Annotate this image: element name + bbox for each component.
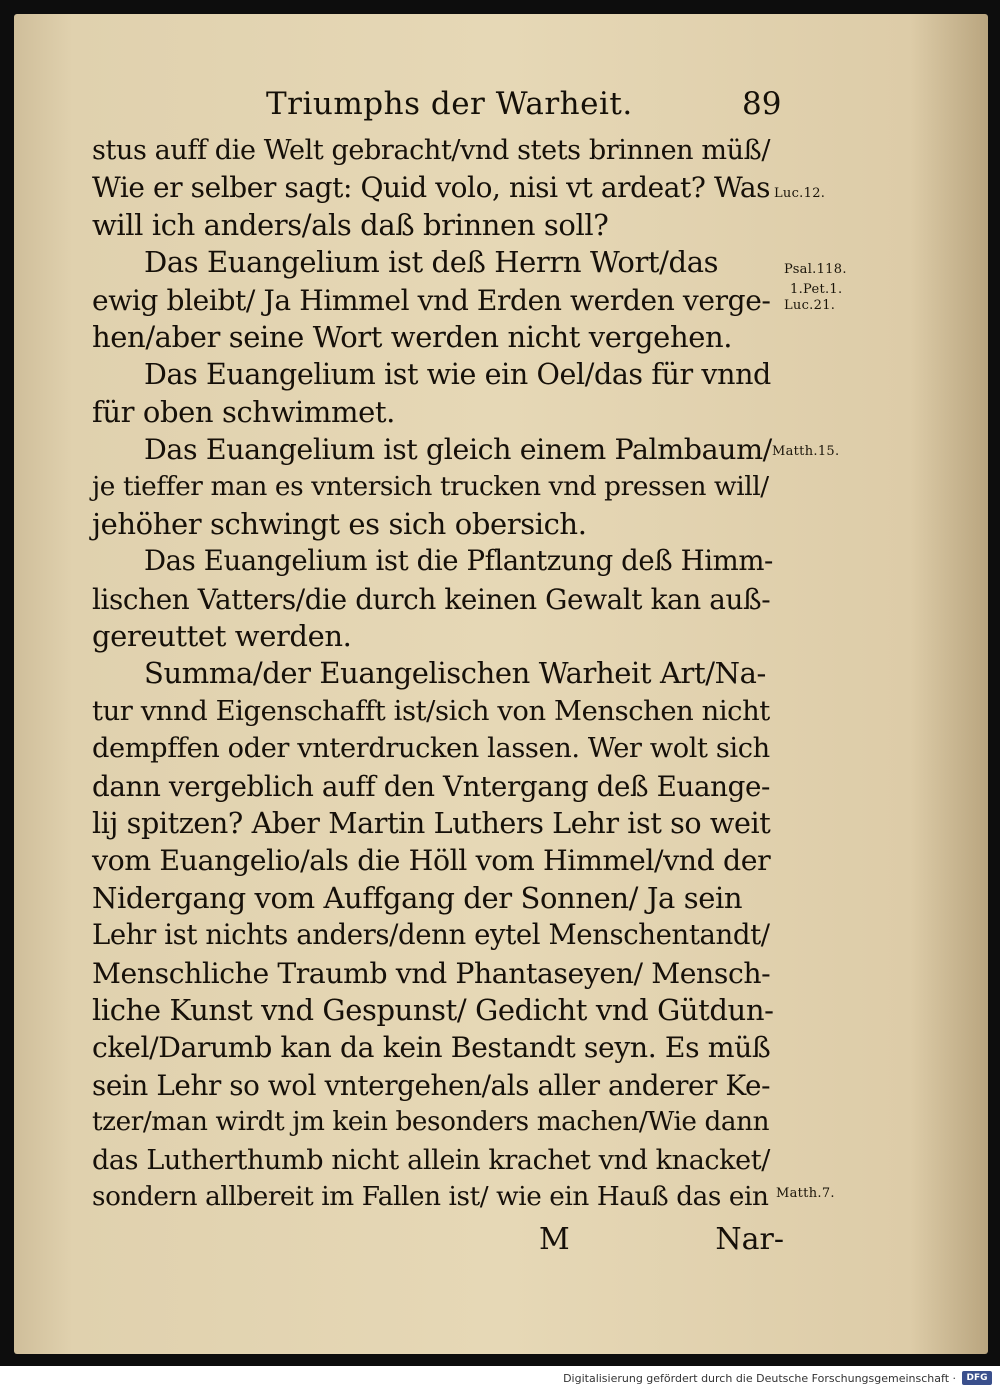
text-line: Lehr ist nichts anders/denn eytel Menschentandt/ — [92, 919, 770, 952]
banner-text: Digitalisierung gefördert durch die Deutsche Forschungsgemeinschaft · — [563, 1372, 956, 1385]
page-number: 89 — [742, 86, 782, 122]
text-line: Menschliche Traumb vnd Phantaseyen/ Mensch- — [92, 956, 771, 990]
text-line: Nidergang vom Auffgang der Sonnen/ Ja sein — [92, 880, 743, 915]
running-title: Triumphs der Warheit. — [266, 86, 633, 122]
text-line: Wie er selber sagt: Quid volo, nisi vt ardeat? Was — [92, 171, 771, 205]
marginal-note: 1.Pet.1. — [790, 282, 843, 297]
text-line: tur vnnd Eigenschafft ist/sich von Menschen nicht — [92, 695, 770, 727]
text-line: für oben schwimmet. — [92, 394, 395, 429]
text-line: hen/aber seine Wort werden nicht vergehen. — [92, 319, 733, 354]
text-line: will ich anders/als daß brinnen soll? — [92, 207, 609, 242]
text-line: je tieffer man es vntersich trucken vnd pressen will/ — [92, 471, 769, 502]
catchword: Nar- — [715, 1222, 784, 1257]
text-line: jehöher schwingt es sich obersich. — [92, 506, 587, 541]
text-line: das Lutherthumb nicht allein krachet vnd knacket/ — [92, 1144, 770, 1176]
text-line: lischen Vatters/die durch keinen Gewalt kan auß- — [92, 582, 771, 616]
text-line: dann vergeblich auff den Vntergang deß Euange- — [92, 769, 770, 803]
signature-mark: M — [539, 1222, 570, 1257]
marginal-note: Luc.21. — [784, 298, 836, 313]
text-line: Das Euangelium ist deß Herrn Wort/das — [144, 245, 719, 280]
text-line: sondern allbereit im Fallen ist/ wie ein Hauß das ein — [92, 1181, 769, 1212]
text-block — [92, 132, 778, 1216]
dfg-logo-icon: DFG — [962, 1371, 992, 1385]
text-line: stus auff die Welt gebracht/vnd stets brinnen müß/ — [92, 135, 771, 166]
text-line: tzer/man wirdt jm kein besonders machen/Wie dann — [92, 1107, 770, 1138]
text-line: ewig bleibt/ Ja Himmel vnd Erden werden verge- — [92, 283, 771, 317]
text-line: sein Lehr so wol vntergehen/als aller anderer Ke- — [92, 1068, 771, 1102]
text-line: Das Euangelium ist wie ein Oel/das für vnnd — [144, 358, 771, 392]
digitization-banner — [0, 1366, 1000, 1391]
text-line: dempffen oder vnterdrucken lassen. Wer wolt sich — [92, 733, 770, 765]
marginal-note: Psal.118. — [784, 262, 847, 277]
text-line: Das Euangelium ist die Pflantzung deß Himm- — [144, 545, 773, 578]
marginal-note: Matth.7. — [776, 1186, 835, 1201]
text-line: Das Euangelium ist gleich einem Palmbaum/ — [144, 433, 772, 467]
text-line: gereuttet werden. — [92, 619, 352, 654]
book-page — [14, 14, 988, 1354]
running-head — [266, 86, 786, 126]
text-line: ckel/Darumb kan da kein Bestandt seyn. Es müß — [92, 1031, 771, 1065]
text-line: vom Euangelio/als die Höll vom Himmel/vnd der — [92, 844, 771, 878]
text-line: Summa/der Euangelischen Warheit Art/Na- — [144, 656, 766, 691]
text-line: lij spitzen? Aber Martin Luthers Lehr ist so weit — [92, 806, 771, 841]
text-line: liche Kunst vnd Gespunst/ Gedicht vnd Gütdun- — [92, 992, 774, 1027]
catchword-row — [539, 1222, 784, 1262]
marginal-note: Luc.12. — [774, 186, 826, 201]
marginal-note: Matth.15. — [772, 444, 840, 459]
